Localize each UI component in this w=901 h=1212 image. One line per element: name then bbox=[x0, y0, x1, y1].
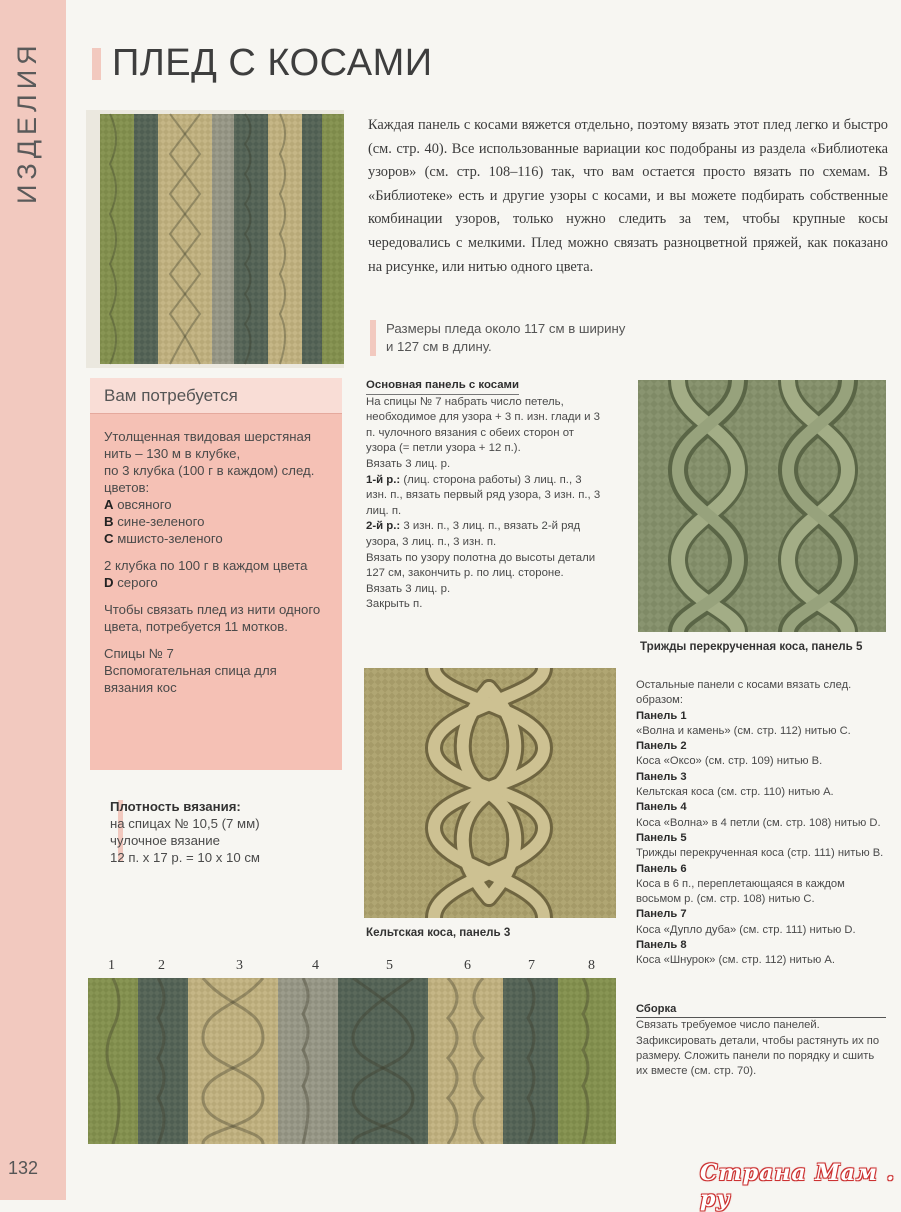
intro-paragraph: Каждая панель с косами вяжется отдельно, поэтому вязать этот плед легко и быстро (см. стр. 40). Все использованные вариации кос подобраны из раздела «Библиотека узоров» (см. стр. 108–116) так, что вам остается просто вязать по схемам. В «Библиотеке» есть и другие узоры с косами, и вы можете подбирать собственные комбинации узоров, только нужно следить за тем, чтобы крупные косы чередовались с мелкими. Плед можно связать разноцветной пряжей, как показано на рисунке, или нитью одного цвета. bbox=[368, 117, 888, 275]
panel-label: Панель 2 bbox=[636, 740, 687, 753]
assembly-text: Связать требуемое число панелей. Зафиксировать детали, чтобы растянуть их по размеру. Сложить панели по порядку и сшить их вместе (см. стр. 70). bbox=[636, 1019, 880, 1078]
strip-number: 7 bbox=[528, 958, 535, 973]
yarn-description bbox=[104, 428, 336, 547]
extra-yarn bbox=[104, 557, 336, 591]
main-panel-instructions bbox=[366, 378, 620, 613]
needles-line: Вспомогательная спица для bbox=[104, 663, 277, 678]
blanket-photo bbox=[86, 110, 344, 368]
single-color-line: цвета, потребуется 11 мотков. bbox=[104, 619, 288, 634]
panel-strip-photo bbox=[88, 978, 616, 1144]
color-letter: D bbox=[104, 575, 114, 590]
instruction-line: 3 изн. п., 3 лиц. п., вязать 2-й ряд bbox=[400, 520, 581, 533]
strip-number: 8 bbox=[588, 958, 595, 973]
intro-line: образом: bbox=[636, 694, 683, 707]
yarn-line: цветов: bbox=[104, 480, 150, 495]
instruction-line: Вязать по узору полотна до высоты детали bbox=[366, 551, 596, 564]
extra-yarn-line: 2 клубка по 100 г в каждом цвета bbox=[104, 558, 308, 573]
instruction-line: На спицы № 7 набрать число петель, bbox=[366, 395, 564, 408]
instruction-paragraph: Вязать 3 лиц. р. bbox=[366, 582, 451, 595]
triple-twist-cable-photo bbox=[638, 380, 886, 632]
strip-number: 1 bbox=[108, 958, 115, 973]
page-title: ПЛЕД С КОСАМИ bbox=[112, 42, 433, 84]
gauge-line: на спицах № 10,5 (7 мм) bbox=[110, 816, 260, 831]
panel-entry bbox=[636, 709, 886, 740]
row-label: 2-й р.: bbox=[366, 520, 401, 533]
color-name: серого bbox=[117, 575, 158, 590]
instruction-line: изн. п., вязать первый ряд узора, 3 изн. п., 3 bbox=[366, 489, 601, 502]
instruction-line: п. чулочного вязания с обеих сторон от bbox=[366, 426, 575, 439]
materials-body bbox=[104, 428, 336, 706]
other-panels-list bbox=[636, 678, 886, 969]
instruction-line: необходимое для узора + 3 п. изн. глади и 3 bbox=[366, 411, 600, 424]
row-1-instruction bbox=[366, 473, 620, 520]
panel-text: Коса «Волна» в 4 петли (см. стр. 108) нитью D. bbox=[636, 816, 881, 829]
celtic-cable-photo bbox=[364, 668, 616, 918]
color-letter: C bbox=[104, 531, 114, 546]
instruction-line: лиц. п. bbox=[366, 504, 402, 517]
section-label: ИЗДЕЛИЯ bbox=[12, 40, 42, 204]
panel-entry bbox=[636, 907, 886, 938]
caption-triple-twist: Трижды перекрученная коса, панель 5 bbox=[640, 640, 863, 653]
yarn-line: Утолщенная твидовая шерстяная bbox=[104, 429, 311, 444]
panel-entry bbox=[636, 831, 886, 862]
panel-label: Панель 1 bbox=[636, 709, 687, 722]
gauge-line: 12 п. x 17 р. = 10 x 10 см bbox=[110, 850, 261, 865]
color-name: овсяного bbox=[117, 497, 172, 512]
yarn-line: нить – 130 м в клубке, bbox=[104, 446, 241, 461]
other-panels-intro bbox=[636, 678, 886, 709]
panel-text: Коса в 6 п., переплетающаяся в каждом восьмом р. (см. стр. 108) нитью C. bbox=[636, 877, 845, 906]
instruction-line: 127 см, закончить р. по лиц. стороне. bbox=[366, 567, 564, 580]
instruction-paragraph bbox=[366, 551, 620, 582]
panel-label: Панель 5 bbox=[636, 831, 687, 844]
needles bbox=[104, 645, 336, 696]
needles-line: Спицы № 7 bbox=[104, 646, 174, 661]
instruction-paragraph: Вязать 3 лиц. р. bbox=[366, 457, 451, 470]
main-panel-heading: Основная панель с косами bbox=[366, 378, 519, 395]
panel-label: Панель 3 bbox=[636, 770, 687, 783]
gauge-heading: Плотность вязания: bbox=[110, 799, 241, 814]
panel-entry bbox=[636, 770, 886, 801]
panel-label: Панель 8 bbox=[636, 939, 687, 952]
panel-entry bbox=[636, 739, 886, 770]
size-accent-bar bbox=[370, 320, 376, 356]
strip-number: 2 bbox=[158, 958, 165, 973]
row-2-instruction bbox=[366, 519, 620, 550]
panel-entry bbox=[636, 862, 886, 908]
instruction-line: узора (= петли узора + 12 п.). bbox=[366, 442, 521, 455]
page-number: 132 bbox=[8, 1158, 39, 1178]
panel-text: Коса «Дупло дуба» (см. стр. 111) нитью D. bbox=[636, 923, 856, 936]
panel-text: «Волна и камень» (см. стр. 112) нитью C. bbox=[636, 724, 851, 737]
instruction-line: (лиц. сторона работы) 3 лиц. п., 3 bbox=[400, 473, 582, 486]
size-line-1: Размеры пледа около 117 см в ширину bbox=[386, 321, 626, 336]
yarn-line: по 3 клубка (100 г в каждом) след. bbox=[104, 463, 315, 478]
single-color-line: Чтобы связать плед из нити одного bbox=[104, 602, 321, 617]
panel-text: Коса «Шнурок» (см. стр. 112) нитью A. bbox=[636, 954, 835, 967]
panel-label: Панель 6 bbox=[636, 862, 687, 875]
single-color-note bbox=[104, 601, 336, 635]
size-note bbox=[386, 320, 646, 356]
row-label: 1-й р.: bbox=[366, 473, 401, 486]
caption-celtic: Кельтская коса, панель 3 bbox=[366, 926, 511, 939]
materials-header bbox=[90, 378, 342, 414]
strip-number: 6 bbox=[464, 958, 471, 973]
instruction-line: узора, 3 лиц. п., 3 изн. п. bbox=[366, 535, 497, 548]
panel-text: Трижды перекрученная коса (стр. 111) нитью B. bbox=[636, 847, 884, 860]
strip-number: 3 bbox=[236, 958, 243, 973]
instruction-paragraph: Закрыть п. bbox=[366, 598, 423, 611]
gauge-block bbox=[110, 798, 330, 866]
panel-label: Панель 7 bbox=[636, 908, 687, 921]
color-name: сине-зеленого bbox=[117, 514, 205, 529]
size-line-2: и 127 см в длину. bbox=[386, 339, 492, 354]
panel-entry bbox=[636, 938, 886, 969]
instruction-paragraph bbox=[366, 395, 620, 457]
needles-line: вязания кос bbox=[104, 680, 177, 695]
color-letter: B bbox=[104, 514, 114, 529]
materials-heading: Вам потребуется bbox=[104, 386, 238, 405]
panel-entry bbox=[636, 800, 886, 831]
color-letter: A bbox=[104, 497, 114, 512]
strip-number: 5 bbox=[386, 958, 393, 973]
gauge-line: чулочное вязание bbox=[110, 833, 220, 848]
assembly-block bbox=[636, 1002, 886, 1079]
panel-label: Панель 4 bbox=[636, 801, 687, 814]
color-name: мшисто-зеленого bbox=[117, 531, 223, 546]
watermark-logo: Страна Мам . ру bbox=[700, 1160, 896, 1212]
title-accent-bar bbox=[92, 48, 101, 80]
intro-line: Остальные панели с косами вязать след. bbox=[636, 679, 852, 691]
panel-text: Коса «Оксо» (см. стр. 109) нитью B. bbox=[636, 755, 823, 768]
strip-number: 4 bbox=[312, 958, 319, 973]
panel-text: Кельтская коса (см. стр. 110) нитью A. bbox=[636, 786, 834, 799]
strip-numbers bbox=[90, 958, 620, 978]
assembly-heading: Сборка bbox=[636, 1002, 886, 1018]
